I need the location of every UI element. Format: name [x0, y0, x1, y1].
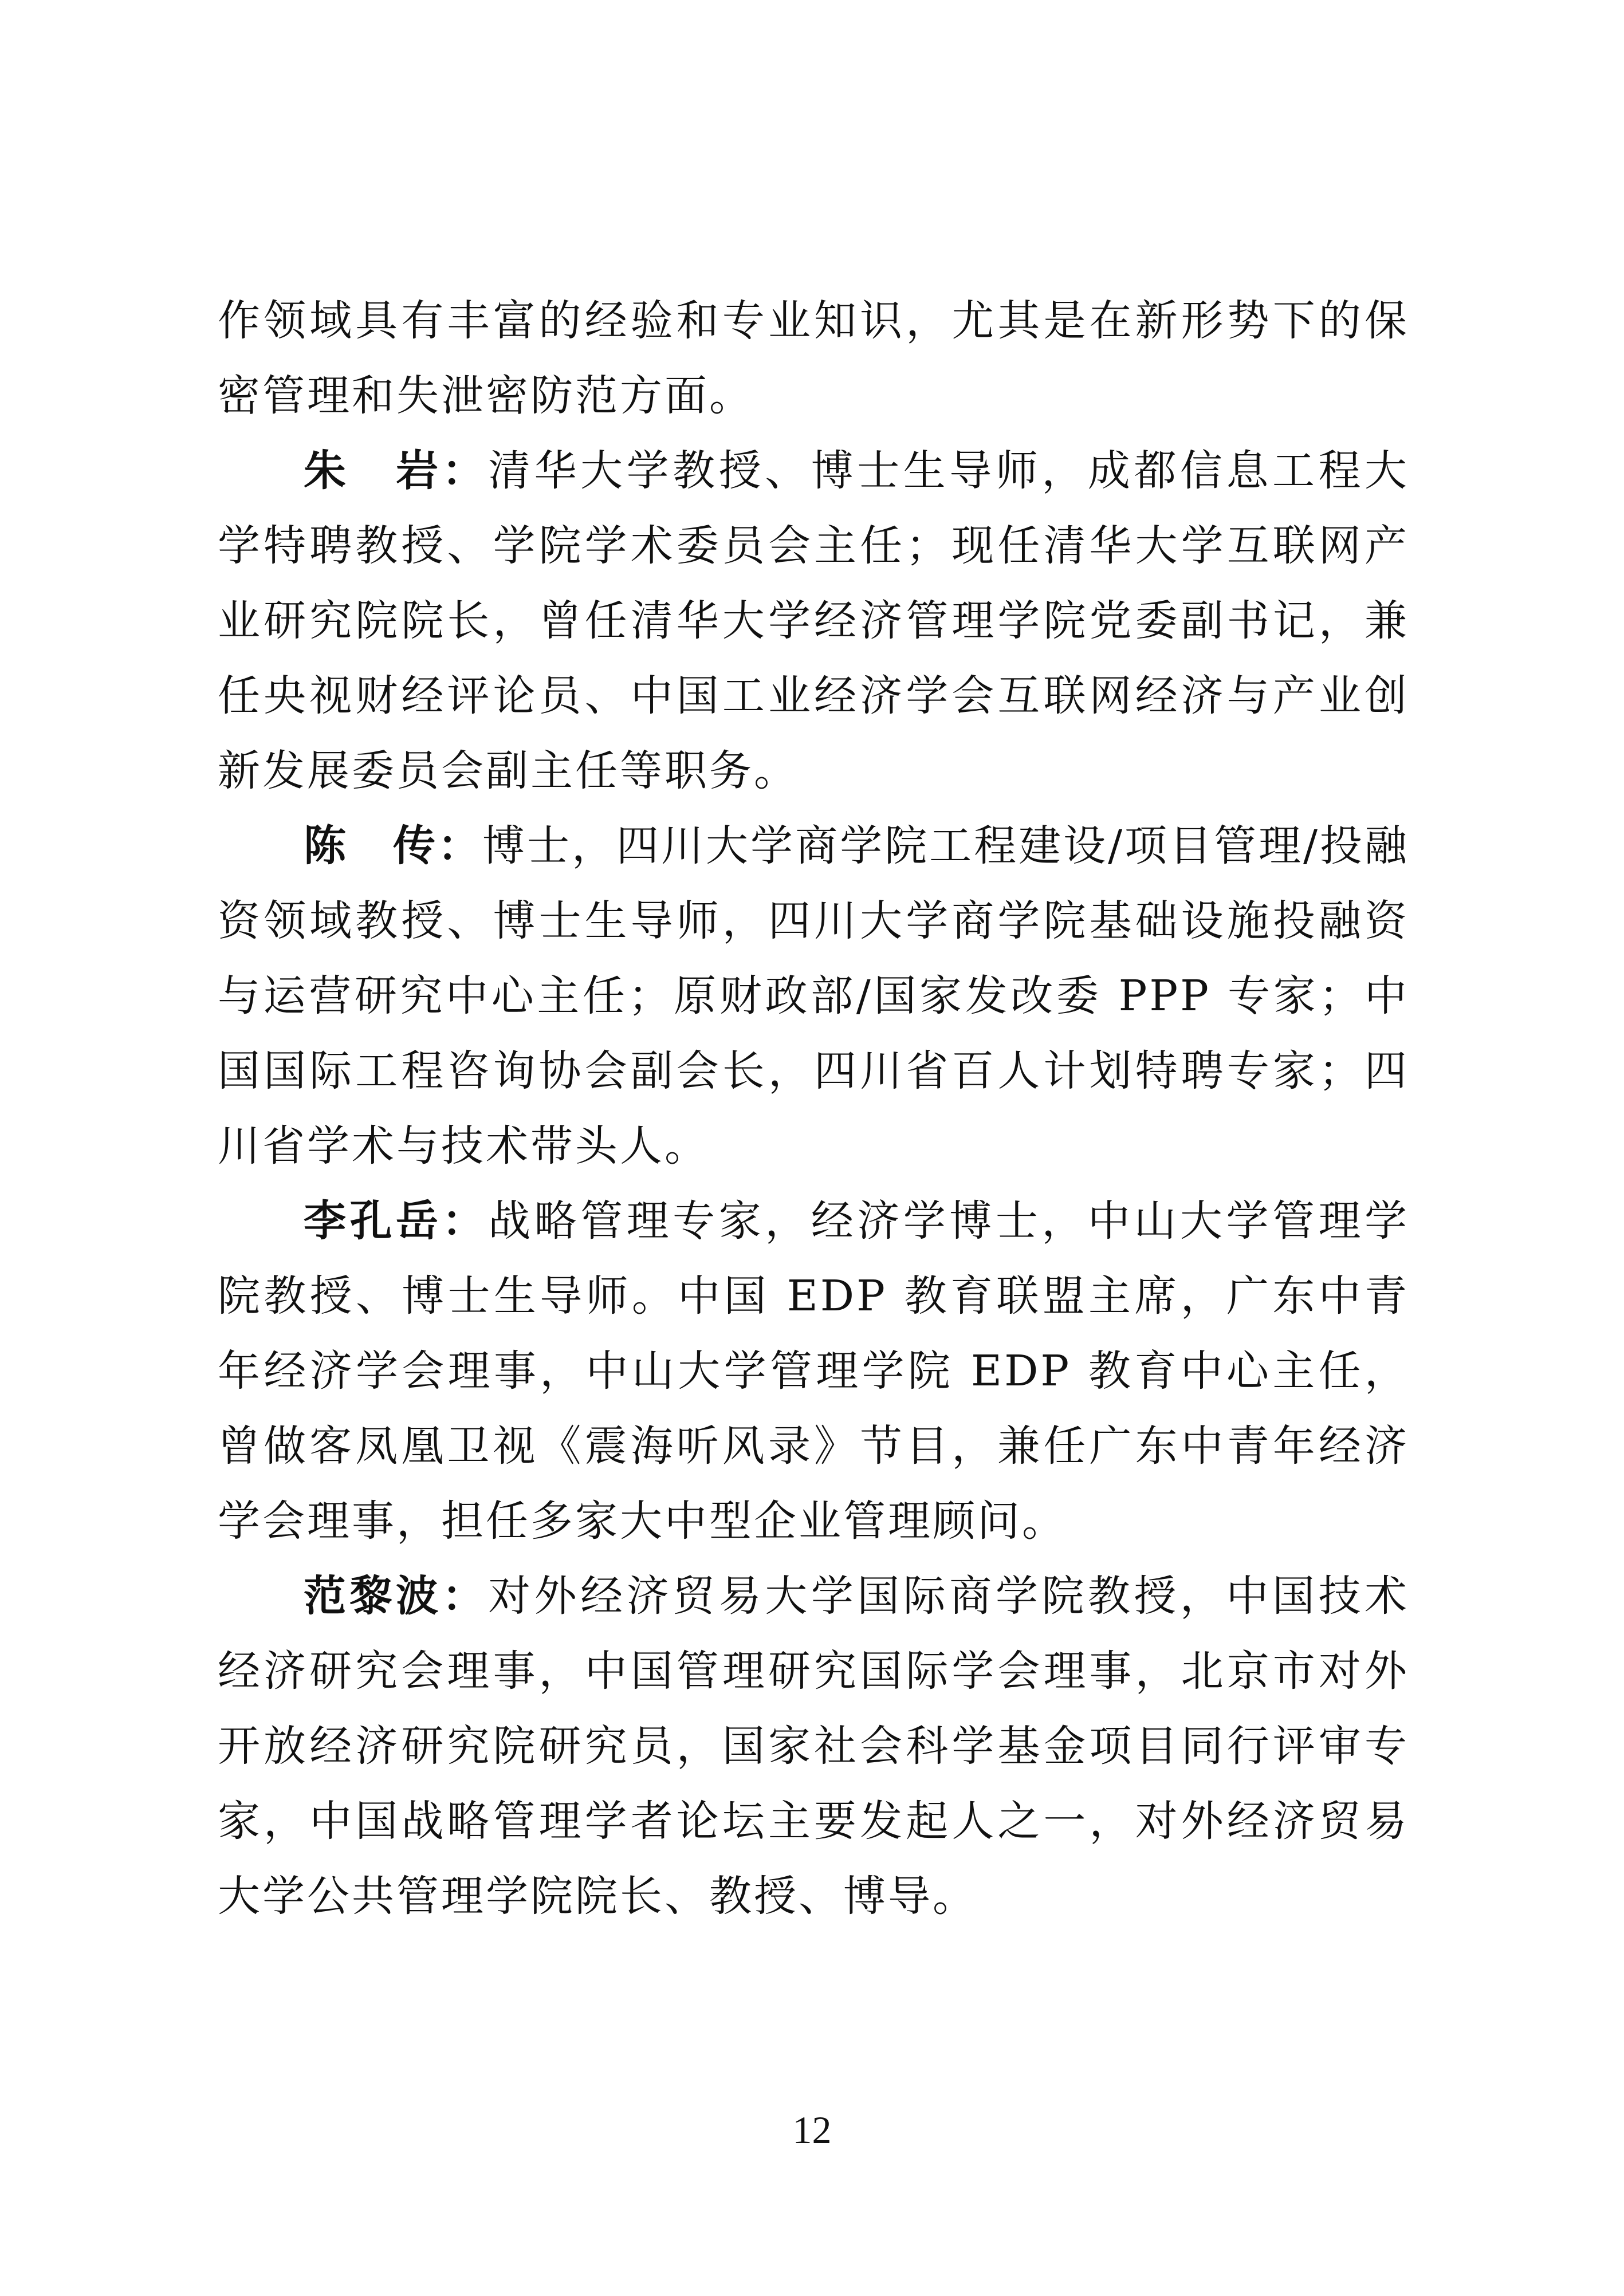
document-body	[218, 283, 1409, 1934]
bio-name: 陈 传：	[304, 821, 483, 871]
bio-name: 范黎波：	[304, 1572, 489, 1621]
bio-text: 博士，四川大学商学院工程建设/项目管理/投融资领域教授、博士生导师，四川大学商学院基础设施投融资与运营研究中心主任；原财政部/国家发改委 PPP 专家；中国国际工程咨询协会副会长，四川省百人计划特聘专家；四川省学术与技术带头人。	[218, 821, 1409, 1171]
bio-text: 清华大学教授、博士生导师，成都信息工程大学特聘教授、学院学术委员会主任；现任清华大学互联网产业研究院院长，曾任清华大学经济管理学院党委副书记，兼任央视财经评论员、中国工业经济学会互联网经济与产业创新发展委员会副主任等职务。	[218, 446, 1410, 795]
bio-paragraph-chen-chuan	[218, 809, 1409, 1184]
bio-name: 朱 岩：	[304, 446, 489, 495]
bio-text: 对外经济贸易大学国际商学院教授，中国技术经济研究会理事，中国管理研究国际学会理事，北京市对外开放经济研究院研究员，国家社会科学基金项目同行评审专家，中国战略管理学者论坛主要发起人之一，对外经济贸易大学公共管理学院院长、教授、博导。	[218, 1572, 1410, 1921]
continuation-paragraph: 作领域具有丰富的经验和专业知识，尤其是在新形势下的保密管理和失泄密防范方面。	[218, 296, 1409, 420]
bio-paragraph-li-kongyue	[218, 1184, 1409, 1559]
bio-text: 战略管理专家，经济学博士，中山大学管理学院教授、博士生导师。中国 EDP 教育联盟主席，广东中青年经济学会理事，中山大学管理学院 EDP 教育中心主任，曾做客凤凰卫视《震海听风录》节目，兼任广东中青年经济学会理事，担任多家大中型企业管理顾问。	[218, 1196, 1410, 1546]
page-number: 12	[792, 2108, 832, 2152]
bio-paragraph-fan-libo	[218, 1559, 1409, 1934]
bio-paragraph-zhu-yan	[218, 434, 1409, 809]
bio-name: 李孔岳：	[304, 1196, 489, 1246]
